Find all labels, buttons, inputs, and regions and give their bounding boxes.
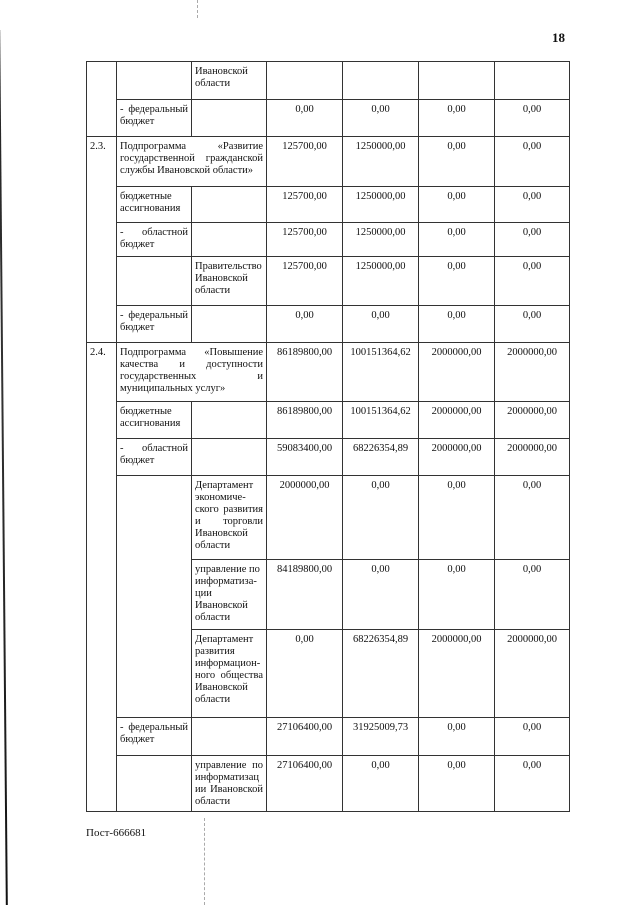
executor-cell: управление по информатиза-ции Ивановской области — [192, 560, 267, 630]
value-cell — [267, 62, 343, 100]
table-row — [87, 343, 570, 402]
label-cell — [117, 476, 192, 718]
table-row — [87, 257, 570, 306]
value-cell: 1250000,00 — [343, 223, 419, 257]
value-cell: 0,00 — [419, 257, 495, 306]
executor-cell: Ивановской области — [192, 62, 267, 100]
value-cell: 0,00 — [495, 223, 570, 257]
value-cell: 125700,00 — [267, 223, 343, 257]
value-cell: 68226354,89 — [343, 439, 419, 476]
value-cell: 0,00 — [495, 306, 570, 343]
executor-cell: Правительство Ивановской области — [192, 257, 267, 306]
row-number-cell: 2.4. — [87, 343, 117, 812]
executor-cell: Департамент экономиче-ского развития и торговли Ивановской области — [192, 476, 267, 560]
executor-cell — [192, 402, 267, 439]
label-cell: - федеральный бюджет — [117, 718, 192, 756]
value-cell: 31925009,73 — [343, 718, 419, 756]
table-row — [87, 100, 570, 137]
label-cell: - федеральный бюджет — [117, 306, 192, 343]
value-cell: 0,00 — [419, 223, 495, 257]
table-row — [87, 223, 570, 257]
value-cell: 0,00 — [495, 187, 570, 223]
scan-dash-artifact — [204, 818, 205, 905]
value-cell: 0,00 — [495, 560, 570, 630]
value-cell: 27106400,00 — [267, 756, 343, 812]
row-number-cell: 2.3. — [87, 137, 117, 343]
value-cell: 0,00 — [495, 257, 570, 306]
label-cell: - федеральный бюджет — [117, 100, 192, 137]
value-cell: 0,00 — [419, 137, 495, 187]
value-cell: 1250000,00 — [343, 257, 419, 306]
value-cell: 1250000,00 — [343, 187, 419, 223]
label-cell — [117, 756, 192, 812]
value-cell: 2000000,00 — [267, 476, 343, 560]
page-number: 18 — [552, 30, 565, 45]
value-cell: 0,00 — [343, 476, 419, 560]
executor-cell — [192, 223, 267, 257]
table-row — [87, 439, 570, 476]
value-cell: 2000000,00 — [419, 439, 495, 476]
table-row — [87, 137, 570, 187]
value-cell: 2000000,00 — [495, 343, 570, 402]
label-cell — [117, 62, 192, 100]
value-cell: 125700,00 — [267, 187, 343, 223]
table-row — [87, 476, 570, 560]
value-cell: 0,00 — [419, 187, 495, 223]
value-cell: 0,00 — [495, 718, 570, 756]
value-cell: 100151364,62 — [343, 343, 419, 402]
value-cell: 2000000,00 — [495, 630, 570, 718]
label-cell — [117, 257, 192, 306]
label-cell: - областной бюджет — [117, 223, 192, 257]
executor-cell: управление по информатизац ии Ивановской области — [192, 756, 267, 812]
scan-edge-artifact — [0, 30, 8, 905]
value-cell: 0,00 — [267, 100, 343, 137]
value-cell — [343, 62, 419, 100]
value-cell: 100151364,62 — [343, 402, 419, 439]
budget-table — [86, 61, 570, 812]
value-cell: 0,00 — [495, 100, 570, 137]
value-cell: 0,00 — [419, 476, 495, 560]
table-row — [87, 402, 570, 439]
value-cell — [419, 62, 495, 100]
executor-cell — [192, 718, 267, 756]
value-cell — [495, 62, 570, 100]
value-cell: 27106400,00 — [267, 718, 343, 756]
table-row — [87, 187, 570, 223]
document-footer-code: Пост-666681 — [86, 827, 147, 839]
value-cell: 125700,00 — [267, 257, 343, 306]
row-number-cell — [87, 62, 117, 137]
value-cell: 0,00 — [419, 306, 495, 343]
value-cell: 2000000,00 — [495, 402, 570, 439]
value-cell: 0,00 — [419, 100, 495, 137]
value-cell: 86189800,00 — [267, 343, 343, 402]
value-cell: 0,00 — [343, 560, 419, 630]
value-cell: 2000000,00 — [495, 439, 570, 476]
value-cell: 1250000,00 — [343, 137, 419, 187]
value-cell: 68226354,89 — [343, 630, 419, 718]
value-cell: 0,00 — [267, 306, 343, 343]
executor-cell — [192, 439, 267, 476]
value-cell: 0,00 — [343, 100, 419, 137]
value-cell: 0,00 — [343, 306, 419, 343]
label-cell: - областной бюджет — [117, 439, 192, 476]
subprogram-title: Подпрограмма «Развитие государственной гражданской службы Ивановской области» — [117, 137, 267, 187]
value-cell: 0,00 — [419, 718, 495, 756]
value-cell: 0,00 — [495, 476, 570, 560]
value-cell: 0,00 — [343, 756, 419, 812]
executor-cell: Департамент развития информацион-ного общества Ивановской области — [192, 630, 267, 718]
table-row — [87, 62, 570, 100]
label-cell: бюджетные ассигнования — [117, 187, 192, 223]
executor-cell — [192, 100, 267, 137]
value-cell: 0,00 — [495, 756, 570, 812]
value-cell: 0,00 — [267, 630, 343, 718]
value-cell: 125700,00 — [267, 137, 343, 187]
scan-dash-artifact — [197, 0, 198, 18]
value-cell: 2000000,00 — [419, 343, 495, 402]
executor-cell — [192, 187, 267, 223]
value-cell: 0,00 — [495, 137, 570, 187]
subprogram-title: Подпрограмма «Повышение качества и доступности государственных и муниципальных услуг» — [117, 343, 267, 402]
label-cell: бюджетные ассигнования — [117, 402, 192, 439]
value-cell: 59083400,00 — [267, 439, 343, 476]
executor-cell — [192, 306, 267, 343]
value-cell: 2000000,00 — [419, 402, 495, 439]
table-row — [87, 756, 570, 812]
table-row — [87, 718, 570, 756]
value-cell: 84189800,00 — [267, 560, 343, 630]
value-cell: 0,00 — [419, 560, 495, 630]
table-row — [87, 306, 570, 343]
value-cell: 86189800,00 — [267, 402, 343, 439]
value-cell: 0,00 — [419, 756, 495, 812]
value-cell: 2000000,00 — [419, 630, 495, 718]
